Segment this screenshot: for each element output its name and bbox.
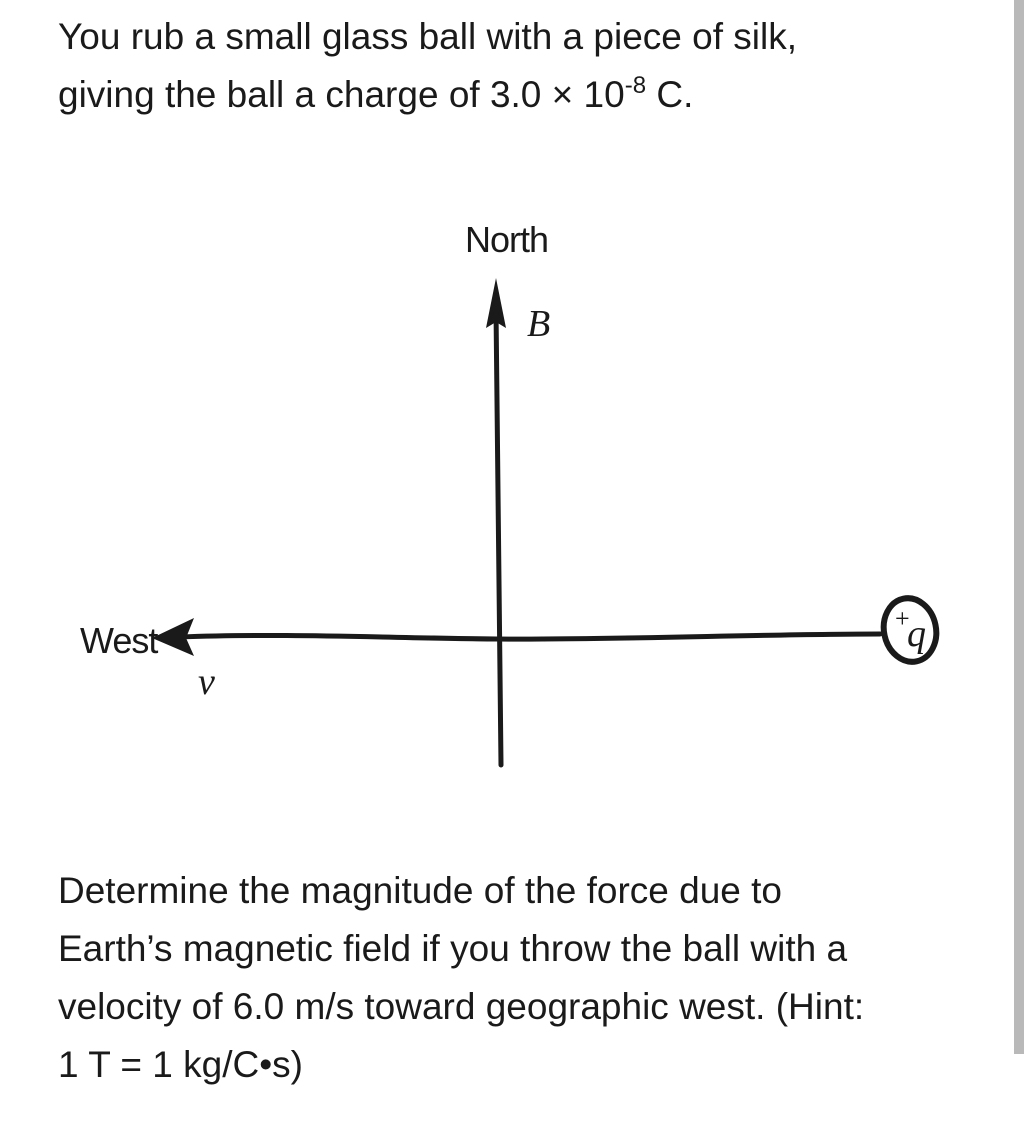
north-axis-line: [496, 310, 501, 765]
intro-line-2-text: giving the ball a charge of 3.0 × 10: [58, 74, 625, 115]
charge-sign: +: [895, 604, 910, 633]
charge-label: q: [907, 613, 926, 655]
velocity-label: v: [198, 661, 215, 703]
intro-line-2-unit: C.: [646, 74, 694, 115]
charge-exponent: -8: [624, 72, 647, 99]
vector-diagram: [0, 190, 1024, 790]
question-line-1: Determine the magnitude of the force due to: [58, 870, 782, 911]
b-field-label: B: [527, 303, 551, 345]
west-axis-line: [180, 634, 880, 639]
west-label: West: [80, 620, 158, 661]
question-line-3: velocity of 6.0 m/s toward geographic west. (Hint:: [58, 986, 865, 1027]
question-line-2: Earth’s magnetic field if you throw the ball with a: [58, 928, 848, 969]
problem-question: [58, 862, 958, 1094]
scrollbar[interactable]: [1014, 0, 1024, 1054]
problem-intro: [58, 8, 958, 124]
question-line-4: 1 T = 1 kg/C•s): [58, 1044, 303, 1085]
intro-line-2: [58, 66, 958, 124]
b-field-arrowhead: [486, 278, 506, 328]
north-label: North: [465, 219, 549, 260]
intro-line-1: You rub a small glass ball with a piece of silk,: [58, 16, 798, 57]
